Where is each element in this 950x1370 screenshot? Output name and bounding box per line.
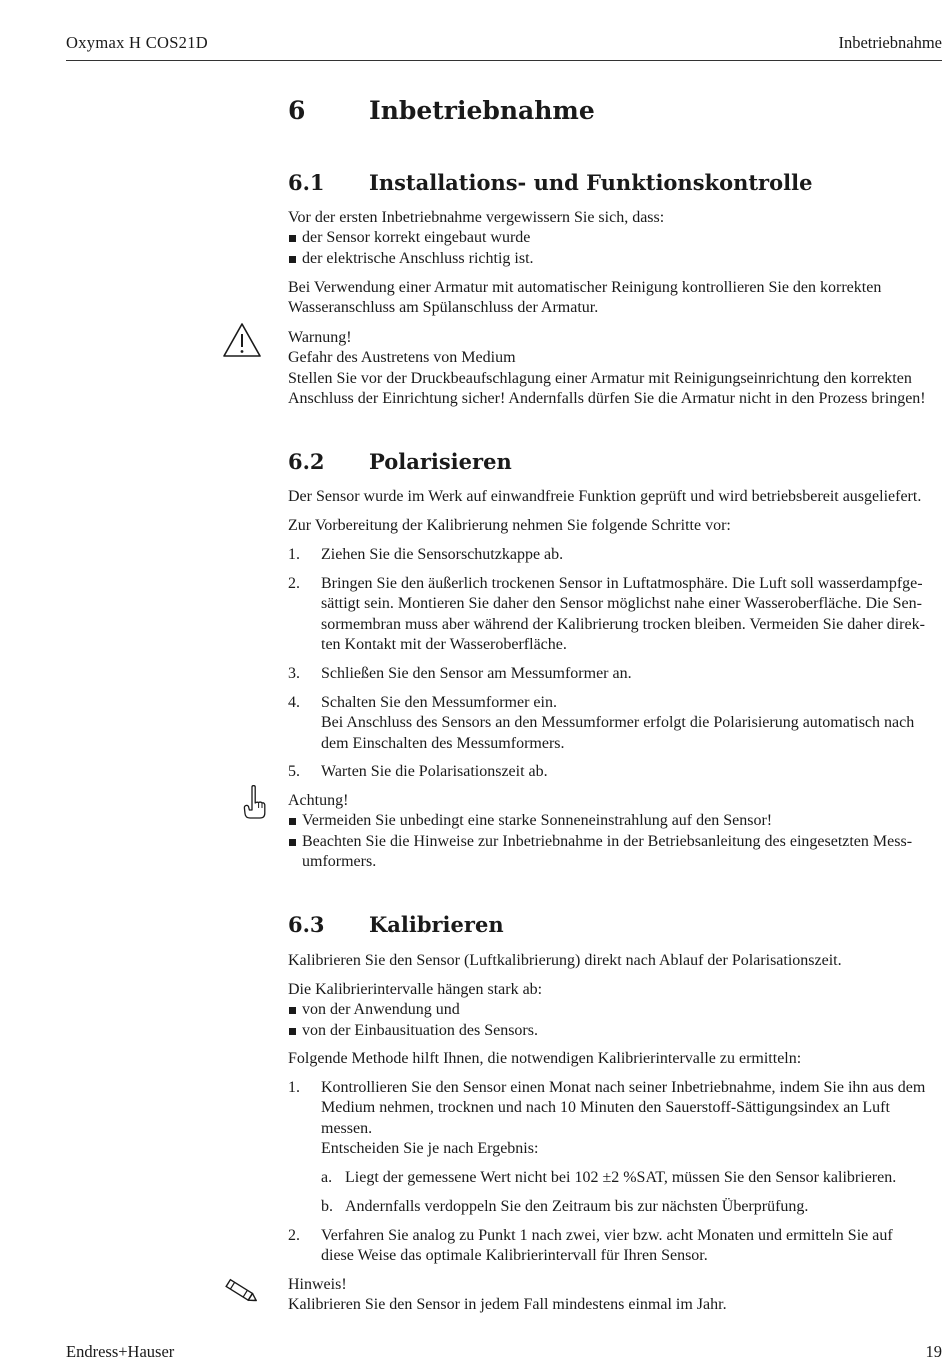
- list-item-text: Verfahren Sie analog zu Punkt 1 nach zwei, vier bzw. acht Monaten und ermitteln Sie auf: [321, 1227, 893, 1244]
- page-number: 19: [925, 1342, 942, 1361]
- note-title: Hinweis!: [288, 1276, 347, 1293]
- sub-list-item-text: Andernfalls verdoppeln Sie den Zeitraum bis zur nächsten Überprüfung.: [345, 1198, 809, 1215]
- s63-bullets: [288, 980, 944, 1041]
- list-item-number: 1.: [288, 1079, 300, 1096]
- s63-bullet: von der Anwendung und: [288, 1000, 944, 1020]
- section-number: 6.2: [288, 449, 325, 474]
- s63-para: [288, 951, 944, 971]
- list-item-text: sormembran muss aber während der Kalibrierung trocken bleiben. Vermeiden Sie daher direk-: [321, 615, 925, 633]
- list-item-text: Warten Sie die Polarisationszeit ab.: [321, 763, 548, 780]
- s61-warning-box: [288, 328, 944, 409]
- warning-text: Stellen Sie vor der Druckbeaufschlagung einer Armatur mit Reinigungseinrichtung den korrekten: [288, 369, 912, 387]
- list-item-text: diese Weise das optimale Kalibrierintervall für Ihren Sensor.: [321, 1247, 708, 1265]
- s63-para-line: Die Kalibrierintervalle hängen stark ab:: [288, 981, 543, 998]
- page-footer: [66, 1342, 942, 1366]
- note-text: Kalibrieren Sie den Sensor in jedem Fall mindestens einmal im Jahr.: [288, 1296, 727, 1314]
- chapter-title: Inbetriebnahme: [369, 96, 595, 125]
- s61-para-line: Wasseranschluss am Spülanschluss der Armatur.: [288, 299, 599, 317]
- s63-para-line: Folgende Methode hilft Ihnen, die notwendigen Kalibrierintervalle zu ermitteln:: [288, 1050, 802, 1067]
- s63-para: [288, 1049, 944, 1069]
- list-item-number: 1.: [288, 546, 300, 563]
- s63-para-line: Kalibrieren Sie den Sensor (Luftkalibrierung) direkt nach Ablauf der Polarisationszeit.: [288, 952, 842, 969]
- s62-para-line: Der Sensor wurde im Werk auf einwandfreie Funktion geprüft und wird betriebsbereit ausgeliefert.: [288, 488, 922, 505]
- footer-brand: Endress+Hauser: [66, 1342, 175, 1361]
- list-item-text: Bei Anschluss des Sensors an den Messumformer erfolgt die Polarisierung automatisch nach: [321, 714, 915, 732]
- list-item-text: ten Kontakt mit der Wasseroberfläche.: [321, 635, 567, 653]
- list-item-text: dem Einschalten des Messumformers.: [321, 734, 565, 752]
- caution-bullet: Vermeiden Sie unbedingt eine starke Sonneneinstrahlung auf den Sensor!: [288, 811, 944, 831]
- s62-para-line: Zur Vorbereitung der Kalibrierung nehmen Sie folgende Schritte vor:: [288, 517, 731, 534]
- list-item-number: 5.: [288, 763, 300, 780]
- list-item-text: Schalten Sie den Messumformer ein.: [321, 694, 557, 711]
- list-item-text: Bringen Sie den äußerlich trockenen Sensor in Luftatmosphäre. Die Luft soll wasserdampfge-: [321, 575, 923, 592]
- s62-para: [288, 516, 944, 536]
- section-number: 6.1: [288, 170, 325, 195]
- caution-bullet-continuation: umformers.: [302, 852, 377, 870]
- warning-subtitle: Gefahr des Austretens von Medium: [288, 349, 516, 367]
- sub-list-item-letter: a.: [321, 1169, 333, 1186]
- list-item-text: messen.: [321, 1119, 373, 1137]
- section-number: 6.3: [288, 912, 325, 937]
- list-item-number: 3.: [288, 665, 300, 682]
- chapter-number: 6: [288, 96, 306, 125]
- pointing-hand-icon: [241, 785, 267, 823]
- s63-note-box: [288, 1275, 944, 1316]
- list-item-text: Schließen Sie den Sensor am Messumformer an.: [321, 665, 632, 682]
- s63-bullet: von der Einbausituation des Sensors.: [288, 1021, 944, 1041]
- list-item-number: 4.: [288, 694, 300, 711]
- warning-text: Anschluss der Einrichtung sicher! Andernfalls dürfen Sie die Armatur nicht in den Prozess bringen!: [288, 389, 926, 407]
- caution-title: Achtung!: [288, 792, 349, 809]
- s61-paragraph: [288, 278, 944, 319]
- s61-para-line: Bei Verwendung einer Armatur mit automatischer Reinigung kontrollieren Sie den korrekten: [288, 279, 882, 296]
- warning-title: Warnung!: [288, 329, 352, 346]
- list-item-text: Ziehen Sie die Sensorschutzkappe ab.: [321, 546, 564, 563]
- sub-list-item-text: Liegt der gemessene Wert nicht bei 102 ±2 %SAT, müssen Sie den Sensor kalibrieren.: [345, 1169, 897, 1186]
- s61-bullet: der Sensor korrekt eingebaut wurde: [288, 228, 944, 248]
- s62-caution-box: [288, 791, 944, 872]
- s61-intro: Vor der ersten Inbetriebnahme vergewissern Sie sich, dass:: [288, 209, 665, 226]
- list-item-number: 2.: [288, 575, 300, 592]
- list-item-number: 2.: [288, 1227, 300, 1244]
- s62-para: [288, 487, 944, 507]
- warning-triangle-icon: [222, 322, 262, 358]
- section-title: Polarisieren: [369, 449, 512, 474]
- list-item-text: Entscheiden Sie je nach Ergebnis:: [321, 1139, 539, 1157]
- page-header: [66, 30, 942, 61]
- list-item-text: sättigt sein. Montieren Sie daher den Sensor möglichst nahe einer Wasseroberfläche. Die Sen-: [321, 595, 922, 613]
- caution-bullet: Beachten Sie die Hinweise zur Inbetriebnahme in der Betriebsanleitung des eingesetzten Mess-: [288, 832, 944, 852]
- list-item-text: Medium nehmen, trocknen und nach 10 Minuten den Sauerstoff-Sättigungsindex an Luft: [321, 1099, 890, 1117]
- sub-list-item-letter: b.: [321, 1198, 333, 1215]
- s61-bullet: der elektrische Anschluss richtig ist.: [288, 249, 944, 269]
- header-product: Oxymax H COS21D: [66, 33, 209, 52]
- header-chapter: Inbetriebnahme: [838, 33, 942, 52]
- section-title: Kalibrieren: [369, 912, 504, 937]
- section-title: Installations- und Funktionskontrolle: [369, 170, 813, 195]
- pencil-note-icon: [220, 1274, 262, 1308]
- s61-checklist: [288, 208, 944, 269]
- list-item-text: Kontrollieren Sie den Sensor einen Monat nach seiner Inbetriebnahme, indem Sie ihn aus dem: [321, 1079, 926, 1096]
